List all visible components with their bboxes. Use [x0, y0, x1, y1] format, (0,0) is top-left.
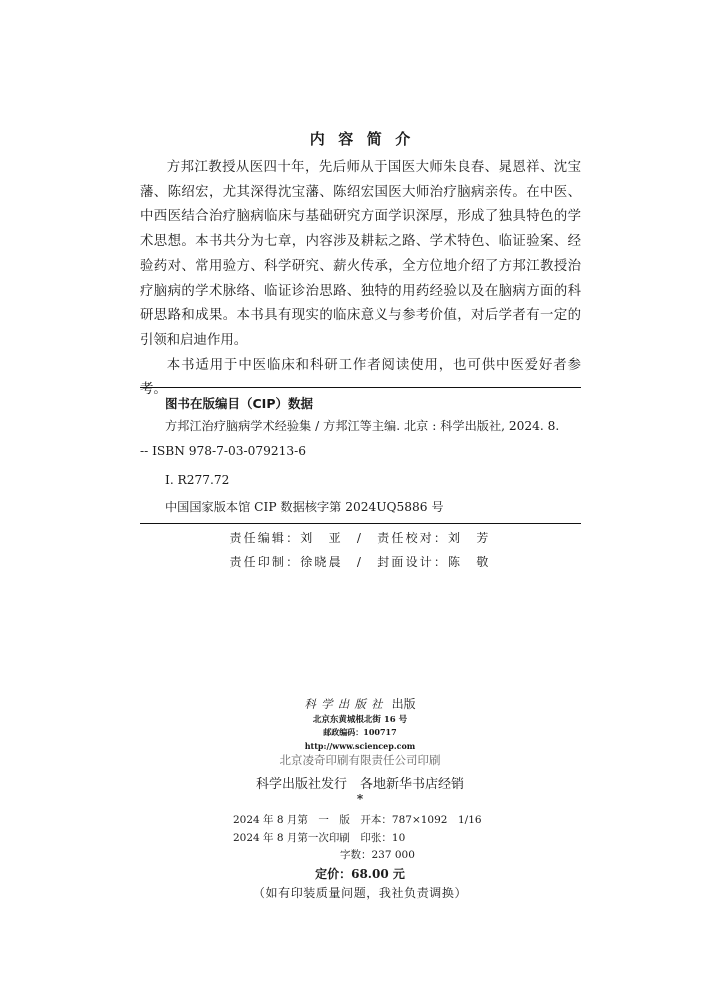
summary-title: 内容简介 [309, 130, 424, 148]
publisher-url: http://www.sciencep.com [304, 741, 416, 751]
publisher-logo-text: 科学出版社 [304, 697, 388, 711]
printer-name: 北京凌奇印刷有限责任公司印刷 [279, 753, 441, 767]
credits-editors: 责任编辑：刘 亚 / 责任校对：刘 芳 [229, 531, 491, 545]
edition-first-line: 2024 年 8 月第 一 版 开本：787×1092 1/16 [233, 814, 482, 826]
price-label: 定价：68.00 元 [315, 867, 405, 881]
edition-word-count: 字数：237 000 [340, 849, 415, 861]
cip-classification-line: Ⅰ. R277.72 [165, 473, 230, 487]
publisher-name-suffix: 出版 [391, 697, 416, 711]
summary-body [140, 156, 581, 403]
publisher-address: 北京东黄城根北街 16 号 [312, 715, 408, 725]
publisher-name [0, 695, 720, 712]
separator-star: * [356, 792, 364, 806]
summary-paragraph-1: 方邦江教授从医四十年，先后师从于国医大师朱良春、晁恩祥、沈宝藩、陈绍宏，尤其深得沈宝藩、陈绍宏国医大师治疗脑病亲传。在中医、中西医结合治疗脑病临床与基础研究方面学识深厚，形成了独具特色的学术思想。本书共分为七章，内容涉及耕耘之路、学术特色、临证验案、经验药对、常用验方、科学研究、薪火传承，全方位地介绍了方邦江教授治疗脑病的学术脉络、临证诊治思路、独特的用药经验以及在脑病方面的科研思路和成果。本书具有现实的临床意义与参考价值，对后学者有一定的引领和启迪作用。 [140, 160, 581, 348]
cip-title-line: 方邦江治疗脑病学术经验集 / 方邦江等主编. 北京 : 科学出版社, 2024. 8. [165, 419, 560, 433]
distribution-line: 科学出版社发行 各地新华书店经销 [255, 777, 464, 792]
credits-production: 责任印制：徐晓晨 / 封面设计：陈 敬 [229, 555, 491, 569]
cip-isbn-line: -- ISBN 978-7-03-079213-6 [140, 444, 307, 458]
cip-top-rule [140, 387, 581, 388]
summary-paragraph-2: 本书适用于中医临床和科研工作者阅读使用，也可供中医爱好者参考。 [140, 357, 581, 398]
cip-bottom-rule [140, 523, 581, 524]
quality-notice: （如有印装质量问题，我社负责调换） [252, 886, 468, 900]
cip-record-number: 中国国家版本馆 CIP 数据核字第 2024UQ5886 号 [165, 500, 444, 514]
publisher-postcode: 邮政编码：100717 [323, 727, 397, 737]
edition-printing-line: 2024 年 8 月第一次印刷 印张：10 [233, 832, 406, 844]
cip-heading: 图书在版编目（CIP）数据 [165, 396, 313, 411]
